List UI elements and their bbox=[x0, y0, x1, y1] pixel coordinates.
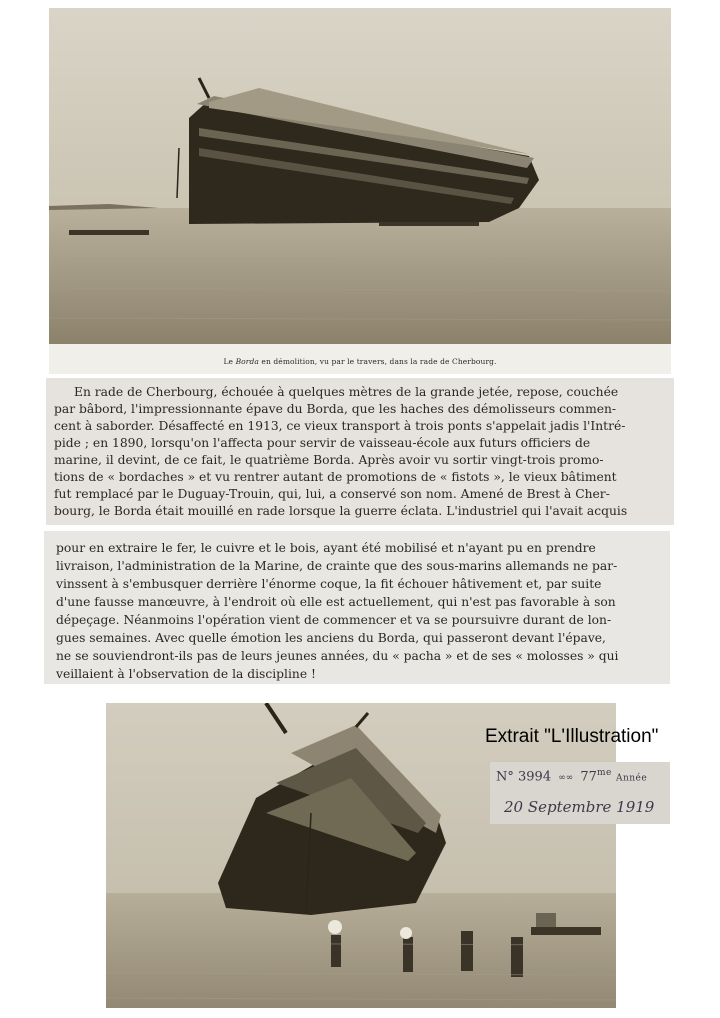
article-line: dépeçage. Néanmoins l'opération vient de commencer et va se poursuivre durant de lon- bbox=[56, 613, 612, 627]
article-line: bourg, le Borda était mouillé en rade lorsque la guerre éclata. L'industriel qui l'avait acquis bbox=[54, 504, 628, 518]
extract-source-title: Extrait "L'Illustration" bbox=[485, 726, 659, 747]
article-line: pide ; en 1890, lorsqu'on l'affecta pour servir de vaisseau-école aux futurs officiers de bbox=[54, 436, 591, 450]
year-number: 77 bbox=[580, 769, 597, 785]
article-line: En rade de Cherbourg, échouée à quelques mètres de la grande jetée, repose, couchée bbox=[74, 385, 619, 399]
article-block-2 bbox=[44, 531, 670, 684]
issue-date: 20 Septembre 1919 bbox=[504, 798, 655, 816]
caption-ship-name: Borda bbox=[235, 357, 259, 366]
year-label: Année bbox=[615, 773, 648, 784]
issue-number-line bbox=[496, 768, 647, 784]
article-line: cent à saborder. Désaffecté en 1913, ce vieux transport à trois ponts s'appelait jadis l'Intré- bbox=[54, 419, 626, 433]
article-line: marine, il devint, de ce fait, le quatrième Borda. Après avoir vu sortir vingt-trois promo- bbox=[54, 453, 604, 467]
article-line: veillaient à l'observation de la discipline ! bbox=[56, 667, 316, 681]
article-line: pour en extraire le fer, le cuivre et le bois, ayant été mobilisé et n'ayant pu en prendre bbox=[56, 541, 596, 555]
photo-borda-bow-view bbox=[106, 703, 616, 1008]
article-line: fut remplacé par le Duguay-Trouin, qui, lui, a conservé son nom. Amené de Brest à Cher- bbox=[54, 487, 610, 501]
article-line: vinssent à s'embusquer derrière l'énorme coque, la fit échouer hâtivement et, par suite bbox=[56, 577, 602, 591]
issue-no-label: N° bbox=[496, 769, 514, 785]
article-line: par bâbord, l'impressionnante épave du Borda, que les haches des démolisseurs commen- bbox=[54, 402, 617, 416]
caption-strip bbox=[49, 344, 671, 374]
issue-number: 3994 bbox=[518, 769, 552, 785]
photo-borda-side-view bbox=[49, 8, 671, 344]
year-superscript: me bbox=[596, 768, 612, 778]
photo-caption: Le Borda en démolition, vu par le travers, dans la rade de Cherbourg. bbox=[223, 357, 497, 366]
article-line: gues semaines. Avec quelle émotion les anciens du Borda, qui passeront devant l'épave, bbox=[56, 631, 606, 645]
article-block-1 bbox=[46, 378, 674, 525]
article-line: ne se souviendront-ils pas de leurs jeunes années, du « pacha » et de ses « molosses » qui bbox=[56, 649, 619, 663]
article-line: tions de « bordaches » et vu rentrer autant de promotions de « fistots », le vieux bâtiment bbox=[54, 470, 617, 484]
photo-borda-side-view-image bbox=[49, 8, 671, 344]
article-line: d'une fausse manœuvre, à l'endroit où elle est actuellement, qui n'est pas favorable à son bbox=[56, 595, 616, 609]
ornament-icon: ∞∞ bbox=[558, 773, 574, 784]
article-line: livraison, l'administration de la Marine, de crainte que des sous-marins allemands ne par- bbox=[56, 559, 618, 573]
photo-borda-bow-view-image bbox=[106, 703, 616, 1008]
issue-stamp bbox=[490, 762, 670, 824]
